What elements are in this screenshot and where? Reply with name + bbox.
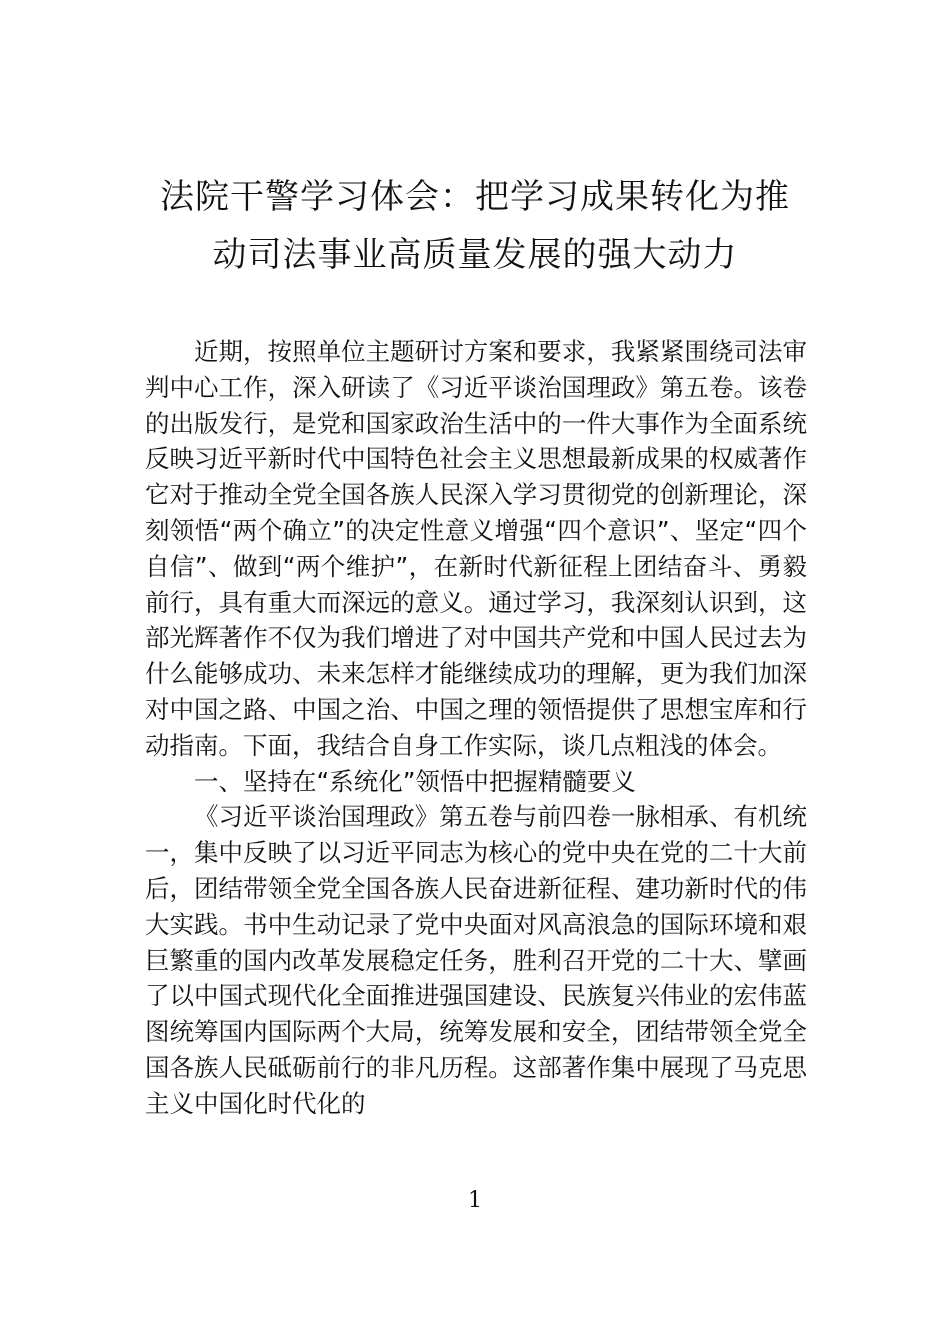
section-heading: 一、坚持在“系统化”领悟中把握精髓要义 xyxy=(194,766,636,796)
title-line-2: 动司法事业高质量发展的强大动力 xyxy=(212,235,738,275)
page-number: 1 xyxy=(468,1188,482,1213)
intro-paragraph: 近期，按照单位主题研讨方案和要求，我紧紧围绕司法审判中心工作，深入研读了《习近平谈治国理政》第五卷。该卷的出版发行，是党和国家政治生活中的一件大事作为全面系统反映习近平新时代中国特色社会主义思想最新成果的权威著作它对于推动全党全国各族人民深入学习贯彻党的创新理论，深刻领悟“两个确立”的决定性意义增强“四个意识”、坚定“四个自信”、做到“两个维护”，在新时代新征程上团结奋斗、勇毅前行，具有重大而深远的意义。通过学习，我深刻认识到，这部光辉著作不仅为我们增进了对中国共产党和中国人民过去为什么能够成功、未来怎样才能继续成功的理解，更为我们加深对中国之路、中国之治、中国之理的领悟提供了思想宝库和行动指南。下面，我结合自身工作实际，谈几点粗浅的体会。 xyxy=(145,337,807,760)
section-paragraph: 《习近平谈治国理政》第五卷与前四卷一脉相承、有机统一，集中反映了以习近平同志为核心的党中央在党的二十大前后，团结带领全党全国各族人民奋进新征程、建功新时代的伟大实践。书中生动记录了党中央面对风高浪急的国际环境和艰巨繁重的国内改革发展稳定任务，胜利召开党的二十大、擘画了以中国式现代化全面推进强国建设、民族复兴伟业的宏伟蓝图统筹国内国际两个大局，统筹发展和安全，团结带领全党全国各族人民砥砺前行的非凡历程。这部著作集中展现了马克思主义中国化时代化的 xyxy=(145,802,807,1118)
document-title xyxy=(140,168,810,284)
title-line-1: 法院干警学习体会：把学习成果转化为推 xyxy=(160,177,790,217)
document-body xyxy=(145,334,807,1122)
